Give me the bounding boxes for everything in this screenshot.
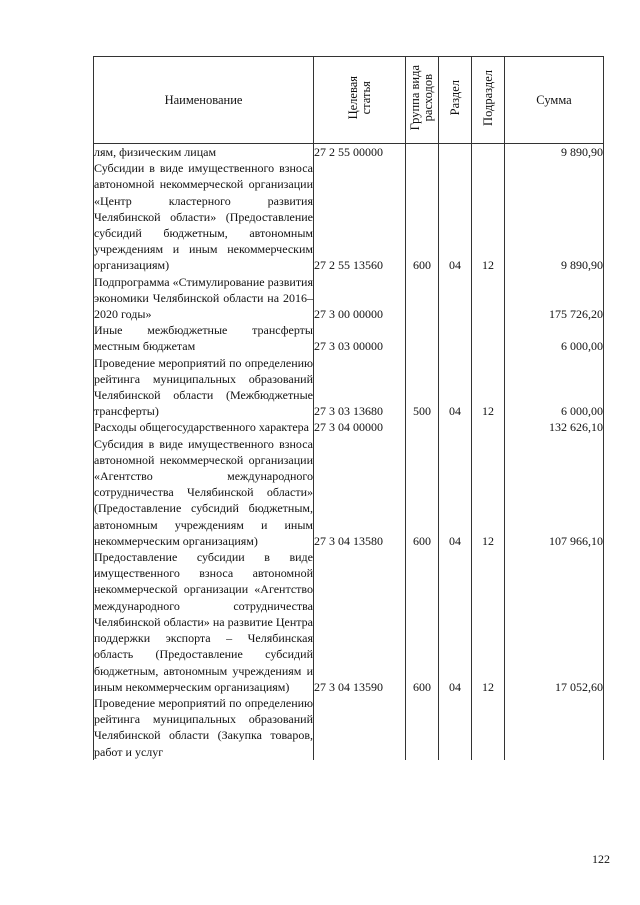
row-sum: 17 052,60: [505, 549, 604, 695]
row-group: 600: [406, 160, 439, 273]
page-number: 122: [592, 852, 610, 866]
row-name: Расходы общегосударственного характера: [94, 419, 314, 435]
row-section: [439, 144, 472, 161]
table-row: [94, 419, 604, 435]
row-group: [406, 274, 439, 323]
row-section: 04: [439, 436, 472, 549]
col-header-section: Раздел: [439, 57, 472, 144]
row-section: [439, 419, 472, 435]
row-name: лям, физическим лицам: [94, 144, 314, 161]
row-sum: 6 000,00: [505, 355, 604, 420]
row-subsection: [472, 419, 505, 435]
table-row: [94, 695, 604, 760]
row-section: [439, 695, 472, 760]
table-row: [94, 322, 604, 354]
row-group: [406, 322, 439, 354]
table-row: [94, 144, 604, 161]
row-sum: [505, 695, 604, 760]
table-row: [94, 160, 604, 273]
row-subsection: [472, 695, 505, 760]
row-code: 27 3 03 13680: [314, 355, 406, 420]
row-name: Проведение мероприятий по определению рейтинга муниципальных образований Челябинской области (Межбюджетные трансферты): [94, 355, 313, 419]
row-subsection: [472, 322, 505, 354]
row-name: Проведение мероприятий по определению рейтинга муниципальных образований Челябинской области (Закупка товаров, работ и услуг: [94, 695, 313, 759]
table-header: [94, 57, 604, 144]
row-name: Субсидия в виде имущественного взноса автономной некоммерческой организации «Агентство международного сотрудничества Челябинской области» (Предоставление субсидий бюджетным, автономным учреждениям и иным некоммерческим организациям): [94, 436, 313, 548]
row-code: 27 3 04 13580: [314, 436, 406, 549]
col-header-name: Наименование: [94, 57, 314, 144]
row-subsection: [472, 274, 505, 323]
col-header-subsection: Подраздел: [472, 57, 505, 144]
row-group: [406, 695, 439, 760]
row-section: [439, 274, 472, 323]
row-section: 04: [439, 160, 472, 273]
row-sum: 9 890,90: [505, 160, 604, 273]
col-header-sum: Сумма: [505, 57, 604, 144]
row-group: [406, 144, 439, 161]
row-name: Предоставление субсидии в виде имущественного взноса автономной некоммерческой организации «Агентство международного сотрудничества Челябинской области» на развитие Центра поддержки экспорта – Челябинская область (Предоставление субсидий бюджетным, автономным учреждениям и иным некоммерческим организациям): [94, 550, 313, 694]
row-section: [439, 322, 472, 354]
table-row: [94, 549, 604, 695]
row-sum: 6 000,00: [505, 322, 604, 354]
row-sum: 107 966,10: [505, 436, 604, 549]
table-row: [94, 355, 604, 420]
row-code: 27 3 00 00000: [314, 274, 406, 323]
table-body: [94, 144, 604, 760]
row-subsection: 12: [472, 355, 505, 420]
budget-table: [93, 56, 604, 760]
row-code: 27 3 03 00000: [314, 322, 406, 354]
row-name: Подпрограмма «Стимулирование развития экономики Челябинской области на 2016–2020 годы»: [94, 274, 313, 322]
table-row: [94, 436, 604, 549]
row-code: 27 3 04 00000: [314, 419, 406, 435]
row-code: 27 3 04 13590: [314, 549, 406, 695]
row-subsection: 12: [472, 549, 505, 695]
table-row: [94, 274, 604, 323]
row-section: 04: [439, 549, 472, 695]
row-subsection: 12: [472, 160, 505, 273]
row-subsection: 12: [472, 436, 505, 549]
row-code: [314, 695, 406, 760]
row-name: Иные межбюджетные трансферты местным бюджетам: [94, 323, 313, 354]
row-sum: 175 726,20: [505, 274, 604, 323]
row-section: 04: [439, 355, 472, 420]
row-group: 600: [406, 436, 439, 549]
col-header-target-article: Целевая статья: [314, 57, 406, 144]
row-code: 27 2 55 00000: [314, 144, 406, 161]
row-group: 500: [406, 355, 439, 420]
row-subsection: [472, 144, 505, 161]
row-sum: 9 890,90: [505, 144, 604, 161]
row-name: Субсидии в виде имущественного взноса автономной некоммерческой организации «Центр кластерного развития Челябинской области» (Предоставление субсидий бюджетным, автономным учреждениям и иным некоммерческим организациям): [94, 161, 313, 273]
row-sum: 132 626,10: [505, 419, 604, 435]
col-header-expense-group: Группа вида расходов: [406, 57, 439, 144]
row-group: [406, 419, 439, 435]
row-group: 600: [406, 549, 439, 695]
row-code: 27 2 55 13560: [314, 160, 406, 273]
